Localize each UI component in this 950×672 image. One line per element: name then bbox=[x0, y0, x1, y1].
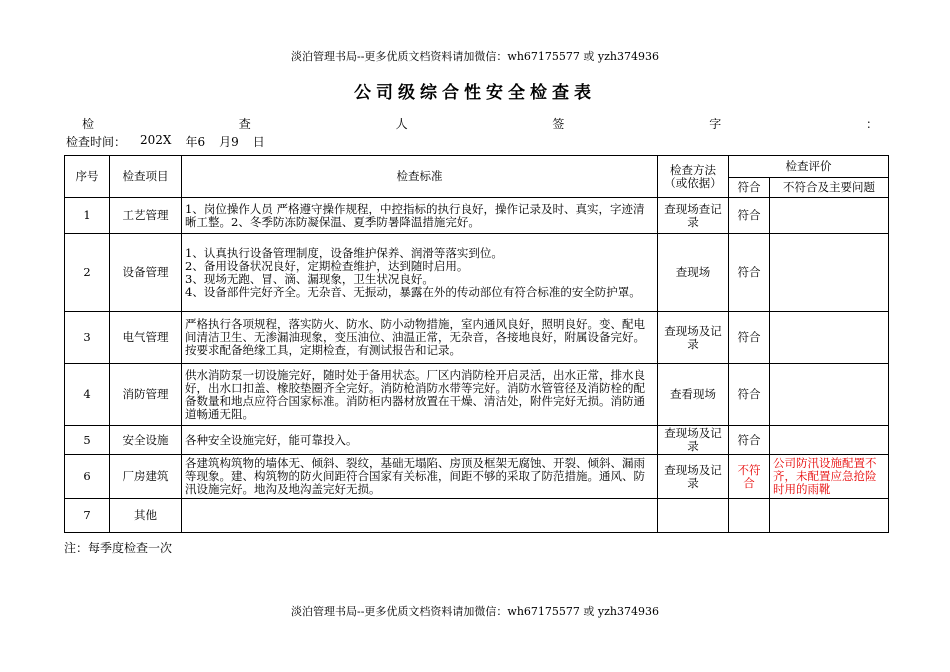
table-row bbox=[65, 364, 889, 426]
row-conform-nonconforming: 不符合 bbox=[729, 455, 770, 499]
row-item: 设备管理 bbox=[110, 234, 182, 312]
row-standard bbox=[182, 455, 658, 499]
standard-line: 1、认真执行设备管理制度，设备维护保养、润滑等落实到位。 bbox=[185, 245, 503, 260]
row-method: 查看现场 bbox=[658, 364, 729, 426]
signature-char: 人 bbox=[395, 117, 408, 131]
row-standard bbox=[182, 426, 658, 455]
standard-line: 各种安全设施完好，能可靠投入。 bbox=[185, 432, 358, 447]
row-method: 查现场及记录 bbox=[658, 455, 729, 499]
row-standard bbox=[182, 364, 658, 426]
header-no: 序号 bbox=[65, 156, 110, 198]
row-issue-text: 公司防汛设施配置不齐，未配置应急抢险时用的雨靴 bbox=[770, 455, 889, 499]
row-standard bbox=[182, 499, 658, 533]
standard-line: 各建筑构筑物的墙体无、倾斜、裂纹，基础无塌陷、房顶及框架无腐蚀、开裂、倾斜、漏雨等现象。建、构筑物的防火间距符合国家有关标准，间距不够的采取了防范措施。通风、防汛设施完好。地沟及地沟盖完好无损。 bbox=[185, 456, 645, 496]
standard-line: 2、备用设备状况良好，定期检查维护，达到随时启用。 bbox=[185, 258, 469, 273]
row-item: 工艺管理 bbox=[110, 198, 182, 234]
row-no: 4 bbox=[65, 364, 110, 426]
header-method: 检查方法（或依据） bbox=[658, 156, 729, 198]
row-issue bbox=[770, 234, 889, 312]
row-issue bbox=[770, 426, 889, 455]
standard-line: 严格执行各项规程，落实防火、防水、防小动物措施，室内通风良好，照明良好。变、配电间清洁卫生、无渗漏油现象，变压油位、油温正常，无杂音，各接地良好，附属设备完好。按要求配备绝缘工具，定期检查，有测试报告和记录。 bbox=[185, 317, 645, 357]
row-conform: 符合 bbox=[729, 198, 770, 234]
row-item: 电气管理 bbox=[110, 312, 182, 364]
header-evaluation: 检查评价 bbox=[729, 156, 889, 178]
row-method: 查现场 bbox=[658, 234, 729, 312]
inspection-year: 202X bbox=[140, 133, 172, 147]
header-conform: 符合 bbox=[729, 178, 770, 198]
row-method: 查现场及记录 bbox=[658, 426, 729, 455]
signature-char: 字 bbox=[709, 117, 722, 131]
row-issue bbox=[770, 312, 889, 364]
standard-line: 4、设备部件完好齐全。无杂音、无振动，暴露在外的传动部位有符合标准的安全防护罩。 bbox=[185, 284, 641, 299]
row-conform: 符合 bbox=[729, 234, 770, 312]
table-row bbox=[65, 312, 889, 364]
row-issue bbox=[770, 198, 889, 234]
row-standard bbox=[182, 234, 658, 312]
table-row bbox=[65, 499, 889, 533]
row-standard bbox=[182, 312, 658, 364]
header-nonconform: 不符合及主要问题 bbox=[770, 178, 889, 198]
inspection-time bbox=[66, 133, 265, 150]
row-no: 6 bbox=[65, 455, 110, 499]
row-conform bbox=[729, 499, 770, 533]
header-watermark-note: 淡泊管理书局--更多优质文档资料请加微信：wh67175577 或 yzh374936 bbox=[291, 50, 659, 63]
standard-line: 3、现场无跑、冒、滴、漏现象，卫生状况良好。 bbox=[185, 271, 434, 286]
header-item: 检查项目 bbox=[110, 156, 182, 198]
row-method bbox=[658, 499, 729, 533]
row-standard bbox=[182, 198, 658, 234]
signature-line bbox=[82, 115, 878, 132]
row-conform: 符合 bbox=[729, 312, 770, 364]
row-conform: 符合 bbox=[729, 426, 770, 455]
row-no: 7 bbox=[65, 499, 110, 533]
standard-line: 1、岗位操作人员 严格遵守操作规程，中控指标的执行良好，操作记录及时、真实，字迹清晰工整。2、冬季防冻防凝保温、夏季防暑降温措施完好。 bbox=[185, 201, 645, 229]
row-issue bbox=[770, 364, 889, 426]
signature-char: ： bbox=[865, 117, 878, 131]
signature-char: 签 bbox=[552, 117, 565, 131]
inspection-month: 年6 bbox=[185, 135, 206, 149]
footnote: 注：每季度检查一次 bbox=[64, 541, 173, 555]
table-row bbox=[65, 455, 889, 499]
table-row bbox=[65, 234, 889, 312]
safety-inspection-table bbox=[64, 155, 889, 533]
row-item: 安全设施 bbox=[110, 426, 182, 455]
inspection-day: 月9 bbox=[219, 135, 239, 149]
footer-watermark-note: 淡泊管理书局--更多优质文档资料请加微信：wh67175577 或 yzh374936 bbox=[291, 605, 659, 618]
signature-char: 查 bbox=[238, 117, 251, 131]
standard-line: 供水消防泵一切设施完好，随时处于备用状态。厂区内消防栓开启灵活，出水正常，排水良好，出水口扣盖、橡胶垫圈齐全完好。消防枪消防水带等完好。消防水管管径及消防栓的配备数量和地点应符合国家标准。消防柜内器材放置在干燥、清洁处，附件完好无损。消防通道畅通无阻。 bbox=[185, 367, 645, 421]
row-conform: 符合 bbox=[729, 364, 770, 426]
header-standard: 检查标准 bbox=[182, 156, 658, 198]
page-title: 公司级综合性安全检查表 bbox=[354, 83, 596, 103]
row-issue bbox=[770, 499, 889, 533]
row-method: 查现场查记录 bbox=[658, 198, 729, 234]
row-no: 2 bbox=[65, 234, 110, 312]
inspection-day-unit: 日 bbox=[252, 135, 265, 149]
signature-char: 检 bbox=[82, 117, 95, 131]
row-method: 查现场及记录 bbox=[658, 312, 729, 364]
table-row bbox=[65, 198, 889, 234]
row-item: 其他 bbox=[110, 499, 182, 533]
inspection-time-label: 检查时间： bbox=[66, 135, 127, 149]
row-no: 3 bbox=[65, 312, 110, 364]
row-no: 5 bbox=[65, 426, 110, 455]
row-item: 消防管理 bbox=[110, 364, 182, 426]
table-row bbox=[65, 426, 889, 455]
row-item: 厂房建筑 bbox=[110, 455, 182, 499]
row-no: 1 bbox=[65, 198, 110, 234]
